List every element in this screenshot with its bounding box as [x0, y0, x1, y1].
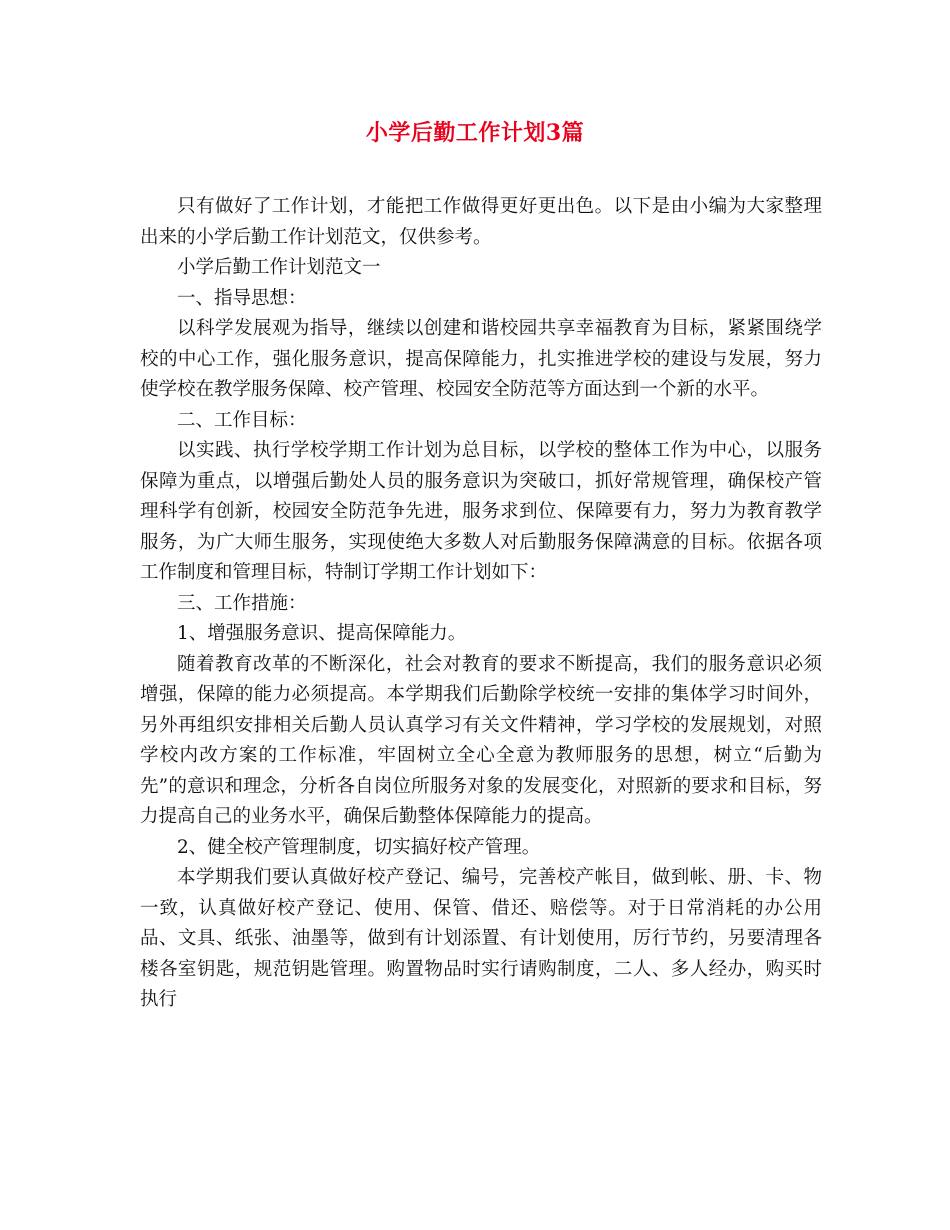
paragraph-work-goals: 以实践、执行学校学期工作计划为总目标，以学校的整体工作为中心，以服务保障为重点，以增强后勤处人员的服务意识为突破口，抓好常规管理，确保校产管理科学有创新，校园安全防范争先进，服务求到位、保障要有力，努力为教育教学服务，为广大师生服务，实现使绝大多数人对后勤服务保障满意的目标。依据各项工作制度和管理目标，特制订学期工作计划如下： — [140, 440, 822, 583]
heading-work-measures: 三、工作措施： — [177, 592, 307, 614]
paragraph-measure-2: 本学期我们要认真做好校产登记、编号，完善校产帐目，做到帐、册、卡、物一致，认真做好校产登记、使用、保管、借还、赔偿等。对于日常消耗的办公用品、文具、纸张、油墨等，做到有计划添置、有计划使用，厉行节约，另要清理各楼各室钥匙，规范钥匙管理。购置物品时实行请购制度，二人、多人经办，购买时执行 — [140, 867, 822, 1010]
paragraph-measure-1: 随着教育改革的不断深化，社会对教育的要求不断提高，我们的服务意识必须增强，保障的能力必须提高。本学期我们后勤除学校统一安排的集体学习时间外，另外再组织安排相关后勤人员认真学习有关文件精神，学习学校的发展规划，对照学校内改方案的工作标准，牢固树立全心全意为教师服务的思想，树立“后勤为先”的意识和理念，分析各自岗位所服务对象的发展变化，对照新的要求和目标，努力提高自己的业务水平，确保后勤整体保障能力的提高。 — [140, 653, 822, 827]
intro-paragraph: 只有做好了工作计划，才能把工作做得更好更出色。以下是由小编为大家整理出来的小学后勤工作计划范文，仅供参考。 — [140, 196, 822, 248]
paragraph-guiding-ideology: 以科学发展观为指导，继续以创建和谐校园共享幸福教育为目标，紧紧围绕学校的中心工作，强化服务意识，提高保障能力，扎实推进学校的建设与发展，努力使学校在教学服务保障、校产管理、校园安全防范等方面达到一个新的水平。 — [140, 318, 822, 400]
subheading-measure-1: 1、增强服务意识、提高保障能力。 — [177, 623, 467, 644]
document-body — [140, 192, 822, 1016]
section-heading-sample-one: 小学后勤工作计划范文一 — [177, 257, 381, 278]
heading-guiding-ideology: 一、指导思想： — [177, 287, 307, 309]
document-title: 小学后勤工作计划3篇 — [365, 120, 585, 146]
subheading-measure-2: 2、健全校产管理制度，切实搞好校产管理。 — [177, 836, 541, 858]
heading-work-goals: 二、工作目标： — [177, 409, 307, 431]
